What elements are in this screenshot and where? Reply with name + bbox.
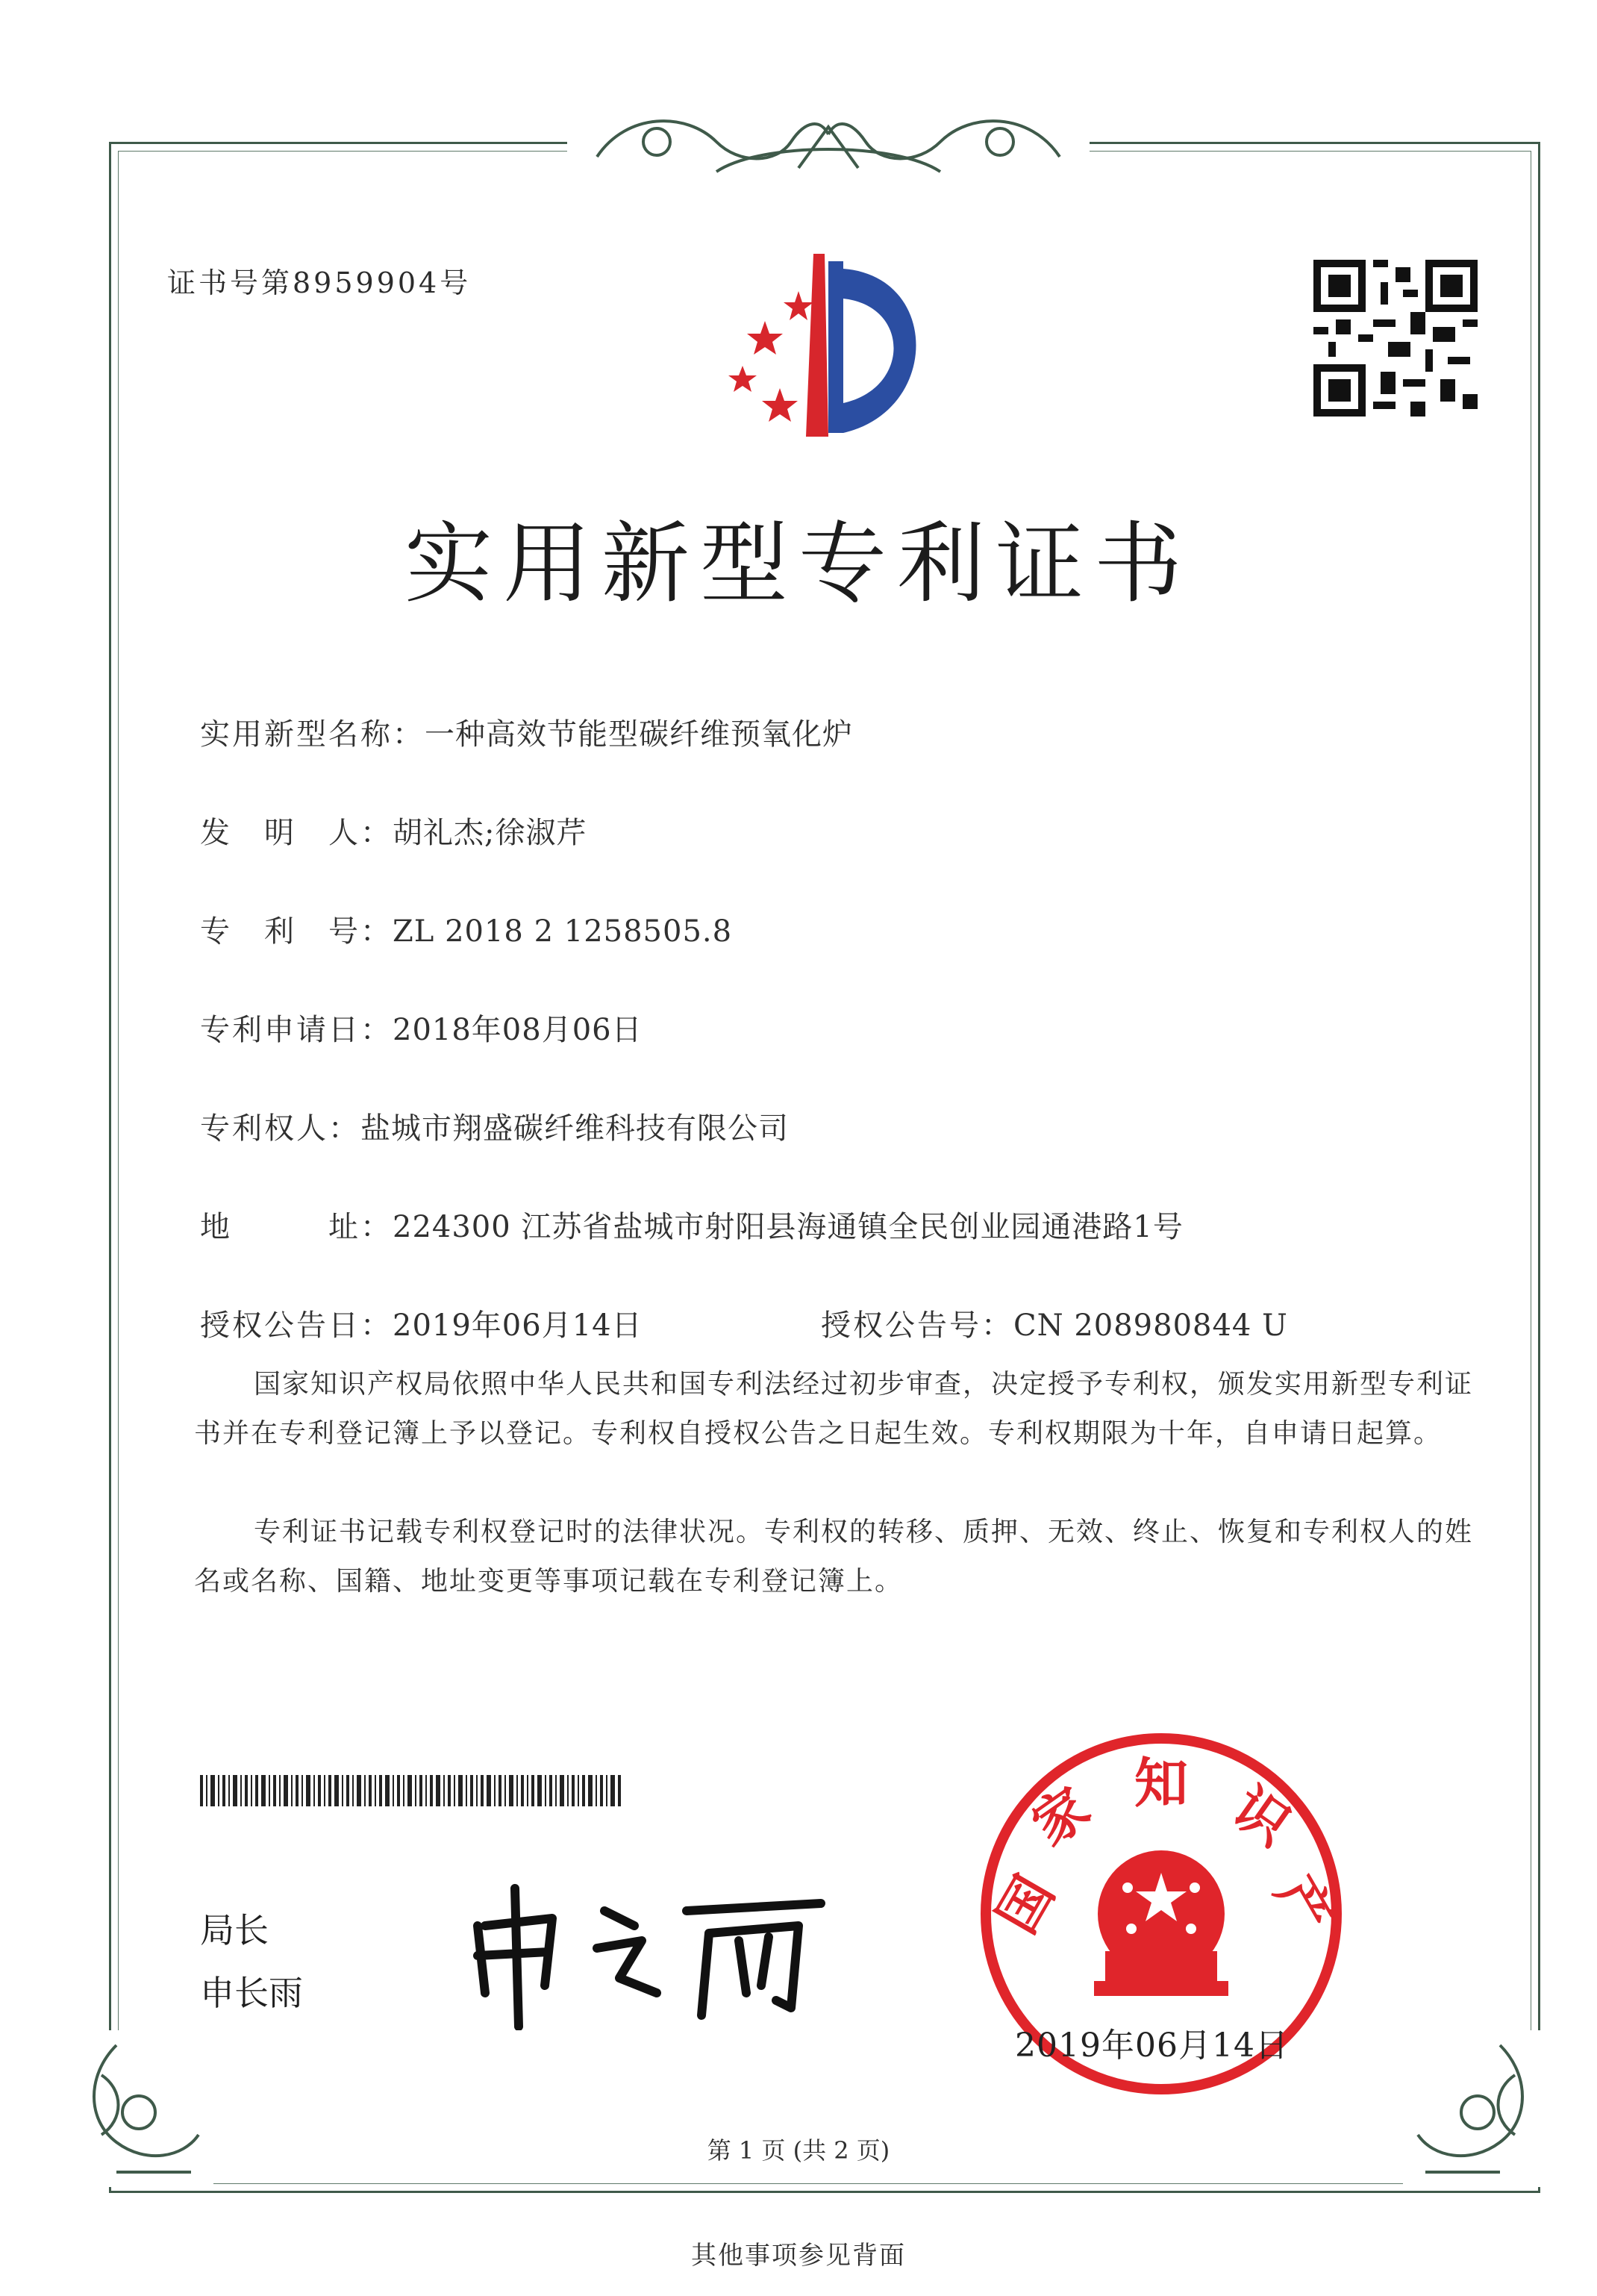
cnipa-logo-icon bbox=[694, 246, 955, 448]
top-ornament-icon bbox=[567, 97, 1090, 187]
field-inventor bbox=[200, 809, 587, 852]
handwritten-signature-icon bbox=[463, 1881, 836, 2030]
field-label: 实用新型名称： bbox=[200, 717, 425, 752]
field-utility-model-name bbox=[200, 711, 853, 753]
field-value: 2019年06月14日 bbox=[393, 1308, 643, 1343]
svg-text:知: 知 bbox=[1134, 1752, 1189, 1815]
field-address bbox=[200, 1203, 1184, 1246]
field-label: 专利申请日： bbox=[200, 1013, 393, 1047]
field-label: 授权公告日： bbox=[200, 1308, 393, 1343]
certificate-number: 证书号第8959904号 bbox=[167, 266, 472, 299]
barcode-icon bbox=[200, 1775, 621, 1806]
field-value: 224300 江苏省盐城市射阳县海通镇全民创业园通港路1号 bbox=[393, 1210, 1184, 1244]
footer-note: 其他事项参见背面 bbox=[691, 2241, 906, 2271]
field-value: ZL 2018 2 1258505.8 bbox=[393, 914, 733, 949]
field-value: 盐城市翔盛碳纤维科技有限公司 bbox=[360, 1111, 789, 1146]
field-label: 地 址： bbox=[200, 1210, 393, 1244]
svg-text:家: 家 bbox=[1021, 1775, 1101, 1858]
seal-date: 2019年06月14日 bbox=[1015, 2027, 1289, 2065]
signatory-name: 申长雨 bbox=[200, 1973, 303, 2013]
field-value: CN 208980844 U bbox=[1013, 1308, 1288, 1343]
field-value: 2018年08月06日 bbox=[393, 1013, 643, 1047]
document-title: 实用新型专利证书 bbox=[404, 512, 1193, 615]
field-filing-date bbox=[200, 1006, 643, 1049]
field-patent-number bbox=[200, 908, 732, 950]
qr-code-icon bbox=[1313, 260, 1478, 417]
svg-text:产: 产 bbox=[1263, 1865, 1346, 1944]
field-label: 授权公告号： bbox=[821, 1308, 1013, 1343]
page-indicator: 第 1 页 (共 2 页) bbox=[707, 2136, 890, 2165]
field-grant-number bbox=[821, 1302, 1288, 1344]
field-label: 专利权人： bbox=[200, 1111, 360, 1146]
field-grant-date bbox=[200, 1302, 643, 1344]
field-label: 发 明 人： bbox=[200, 816, 393, 850]
certificate-statement-paragraph: 国家知识产权局依照中华人民共和国专利法经过初步审查，决定授予专利权，颁发实用新型专利证书并在专利登记簿上予以登记。专利权自授权公告之日起生效。专利权期限为十年，自申请日起算。 bbox=[194, 1369, 1474, 1449]
svg-text:国: 国 bbox=[984, 1865, 1066, 1944]
signatory-title: 局长 bbox=[200, 1910, 269, 1950]
svg-text:识: 识 bbox=[1221, 1775, 1301, 1858]
field-patentee bbox=[200, 1105, 789, 1147]
field-label: 专 利 号： bbox=[200, 914, 393, 949]
field-value: 一种高效节能型碳纤维预氧化炉 bbox=[425, 717, 853, 752]
legal-status-paragraph: 专利证书记载专利权登记时的法律状况。专利权的转移、质押、无效、终止、恢复和专利权人的姓名或名称、国籍、地址变更等事项记载在专利登记簿上。 bbox=[194, 1517, 1474, 1597]
field-value: 胡礼杰;徐淑芹 bbox=[393, 816, 587, 850]
